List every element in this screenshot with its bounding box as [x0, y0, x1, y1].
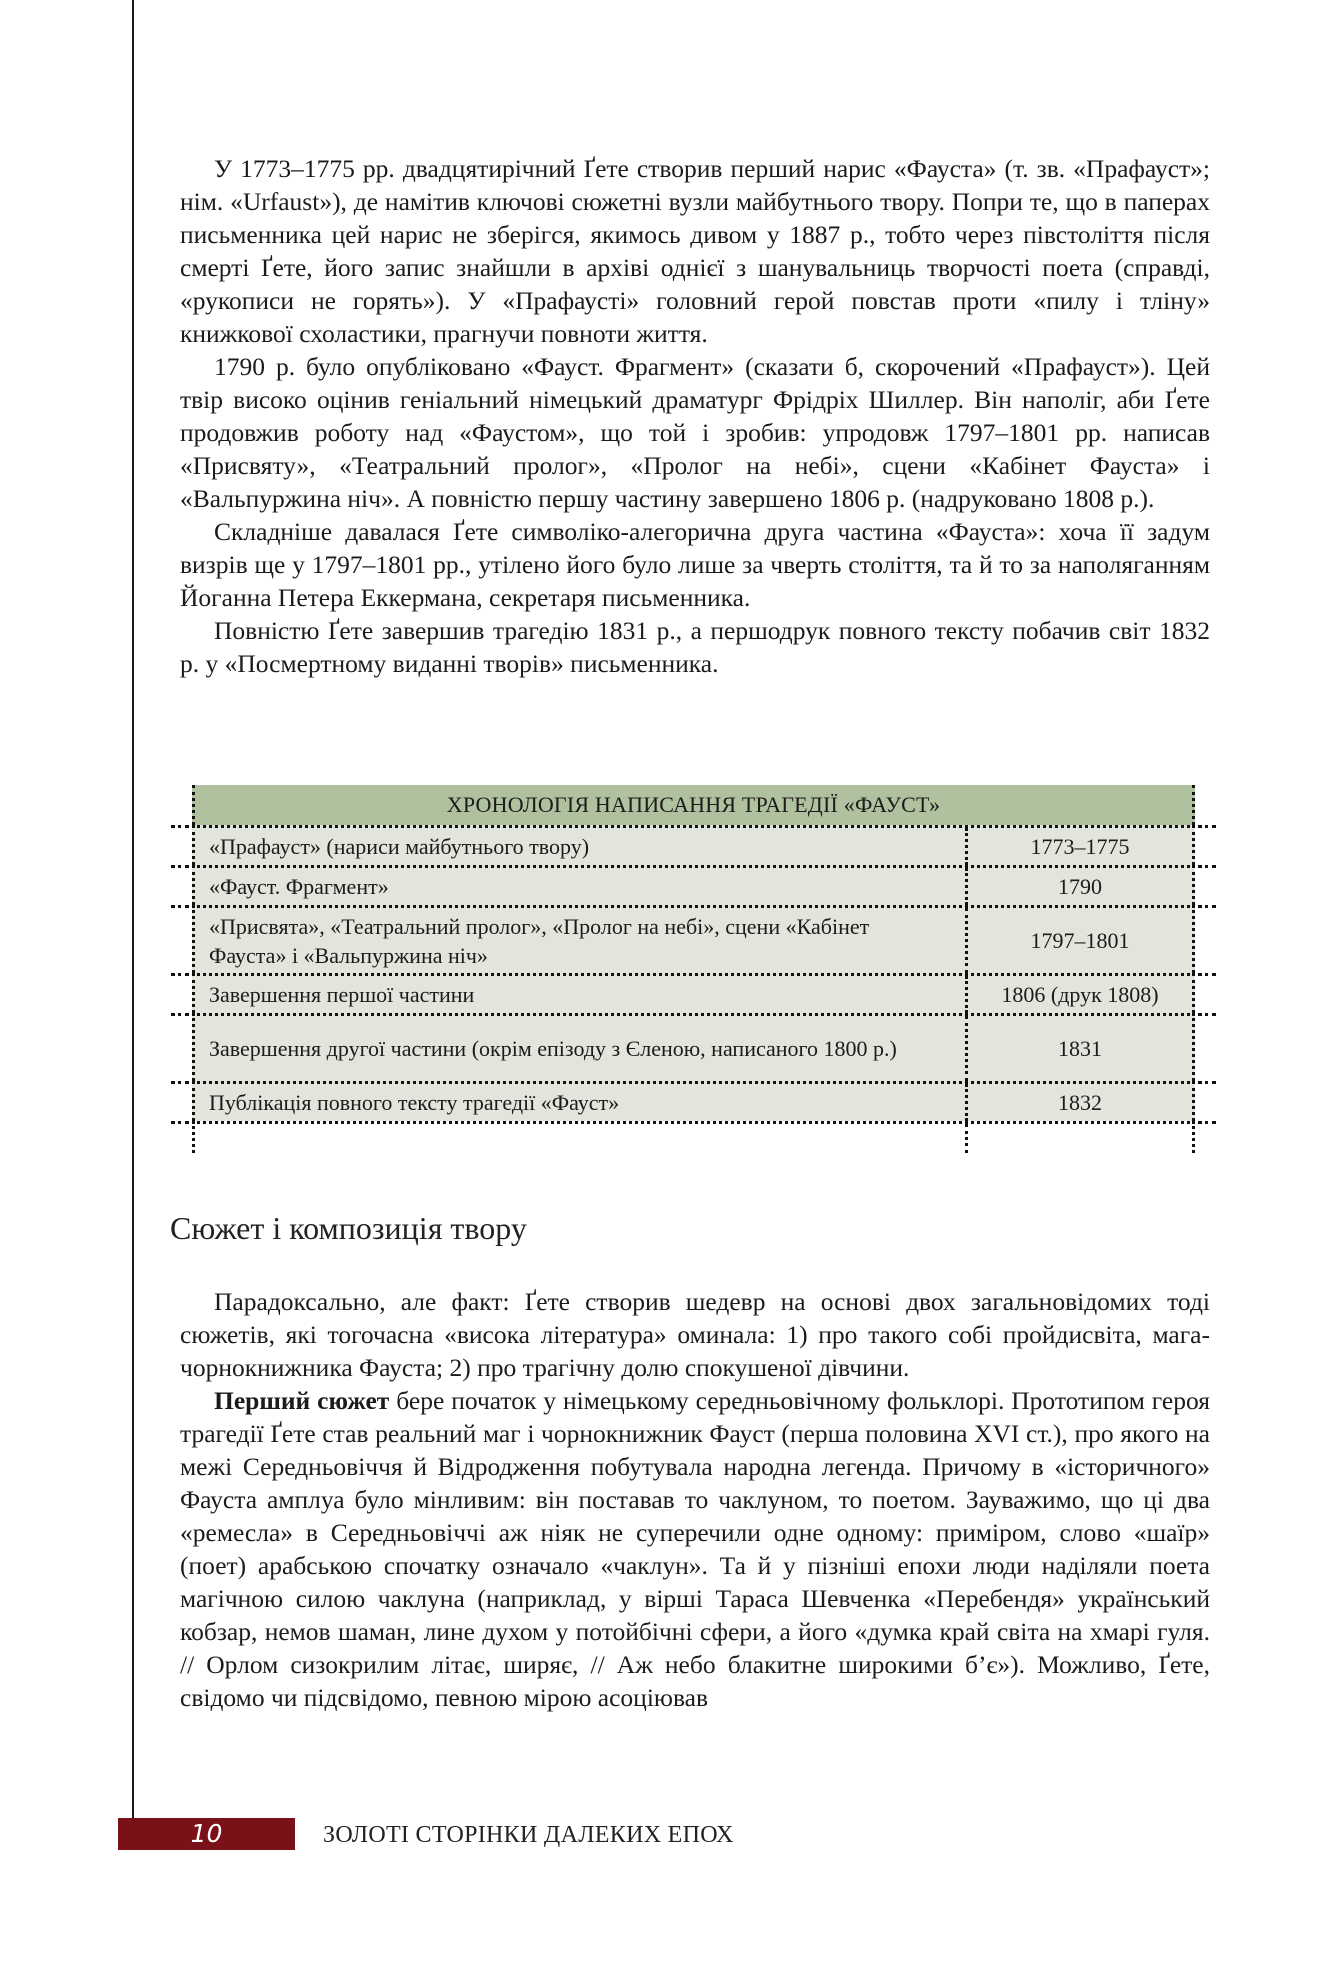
paragraph-text: бере початок у німецькому середньовічному фольклорі. Прототипом героя трагедії Ґете став реальний маг і чорнокнижник Фауст (перша половина XVI ст.), про якого на межі Середньовіччя й Відродження побутувала народна легенда. Причому в «історичного» Фауста амплуа було мінливим: він поставав то чаклуном, то поетом. Зауважимо, що ці два «ремесла» в Середньовіччі аж ніяк не суперечили одне одному: приміром, слово «шаїр» (поет) арабською спочатку означало «чаклун». Та й у пізніші епохи люди наділяли поета магічною силою чаклуна (наприклад, у вірші Тараса Шевченка «Перебендя» український кобзар, немов шаман, лине духом у потойбічні сфери, а його «думка край світа на хмарі гуля. // Орлом сизокрилим літає, ширяє, // Аж небо блакитне широкими б’є»). Можливо, Ґете, свідомо чи підсвідомо, певною мірою асоціював: [180, 1386, 1210, 1712]
paragraph: Парадоксально, але факт: Ґете створив шедевр на основі двох загальновідомих тоді сюжетів, які тогочасна «висока література» оминала: 1) про такого собі пройдисвіта, мага-чорнокнижника Фауста; 2) про трагічну долю спокушеної дівчини.: [180, 1287, 1210, 1382]
event-cell: Завершення першої частини: [195, 976, 968, 1013]
section-heading: Сюжет і композиція твору: [170, 1210, 527, 1246]
table-row: [192, 1081, 1195, 1121]
table-dotted-tail: [192, 1121, 1195, 1153]
paragraph: 1790 р. було опубліковано «Фауст. Фрагмент» (сказати б, скорочений «Прафауст»). Цей твір високо оцінив геніальний німецький драматург Фрідріх Шиллер. Він наполіг, аби Ґете продовжив роботу над «Фаустом», що той і зробив: упродовж 1797–1801 рр. написав «Присвяту», «Театральний пролог», «Пролог на небі», сцени «Кабінет Фауста» і «Вальпуржина ніч». А повністю першу частину завершено 1806 р. (надруковано 1808 р.).: [180, 352, 1210, 513]
paragraph: У 1773–1775 рр. двадцятирічний Ґете створив перший нарис «Фауста» (т. зв. «Прафауст»; нім. «Urfaust»), де намітив ключові сюжетні вузли майбутнього твору. Попри те, що в паперах письменника цей нарис не зберігся, якимось дивом у 1887 р., тобто через півстоліття після смерті Ґете, його запис знайшли в архіві однієї з шанувальниць творчості поета (справді, «рукописи не горять»). У «Прафаусті» головний герой повстав проти «пилу і тліну» книжкової схоластики, прагнучи повноти життя.: [180, 154, 1210, 348]
table-row: [192, 825, 1195, 865]
date-cell: 1797–1801: [1030, 928, 1130, 953]
date-cell: 1831: [1058, 1036, 1102, 1061]
paragraph: Повністю Ґете завершив трагедію 1831 р., а першодрук повного тексту побачив світ 1832 р. у «Посмертному виданні творів» письменника.: [180, 616, 1210, 678]
date-cell: 1790: [1058, 874, 1102, 899]
table-row: [192, 1013, 1195, 1081]
intro-text: [180, 152, 1210, 680]
section-text: [180, 1285, 1210, 1714]
event-cell: «Присвята», «Театральний пролог», «Пролог на небі», сцени «Кабінет Фауста» і «Вальпуржина ніч»: [195, 908, 968, 973]
event-cell: «Прафауст» (нариси майбутнього твору): [195, 828, 968, 865]
chronology-table: [192, 785, 1195, 1153]
event-cell: «Фауст. Фрагмент»: [195, 868, 968, 905]
column-divider: [965, 1124, 968, 1153]
table-row: [192, 905, 1195, 973]
date-cell: 1773–1775: [1030, 834, 1130, 859]
date-cell: 1832: [1058, 1090, 1102, 1115]
date-cell: 1806 (друк 1808): [1001, 982, 1159, 1007]
table-row: [192, 865, 1195, 905]
margin-rule: [132, 0, 134, 1818]
table-row: [192, 973, 1195, 1013]
paragraph: Складніше давалася Ґете символіко-алегорична друга частина «Фауста»: хоча її задум визрів ще у 1797–1801 рр., утілено його було лише за чверть століття, та й то за наполяганням Йоганна Петера Еккермана, секретаря письменника.: [180, 517, 1210, 612]
bold-term: Перший сюжет: [214, 1386, 390, 1415]
event-cell: Завершення другої частини (окрім епізоду з Єленою, написаного 1800 р.): [195, 1016, 968, 1081]
paragraph: [180, 1384, 1210, 1714]
running-footer-title: ЗОЛОТІ СТОРІНКИ ДАЛЕКИХ ЕПОХ: [323, 1822, 734, 1848]
event-cell: Публікація повного тексту трагедії «Фауст»: [195, 1084, 968, 1121]
page-number: 10: [118, 1818, 295, 1850]
table-title: ХРОНОЛОГІЯ НАПИСАННЯ ТРАГЕДІЇ «ФАУСТ»: [192, 785, 1195, 825]
